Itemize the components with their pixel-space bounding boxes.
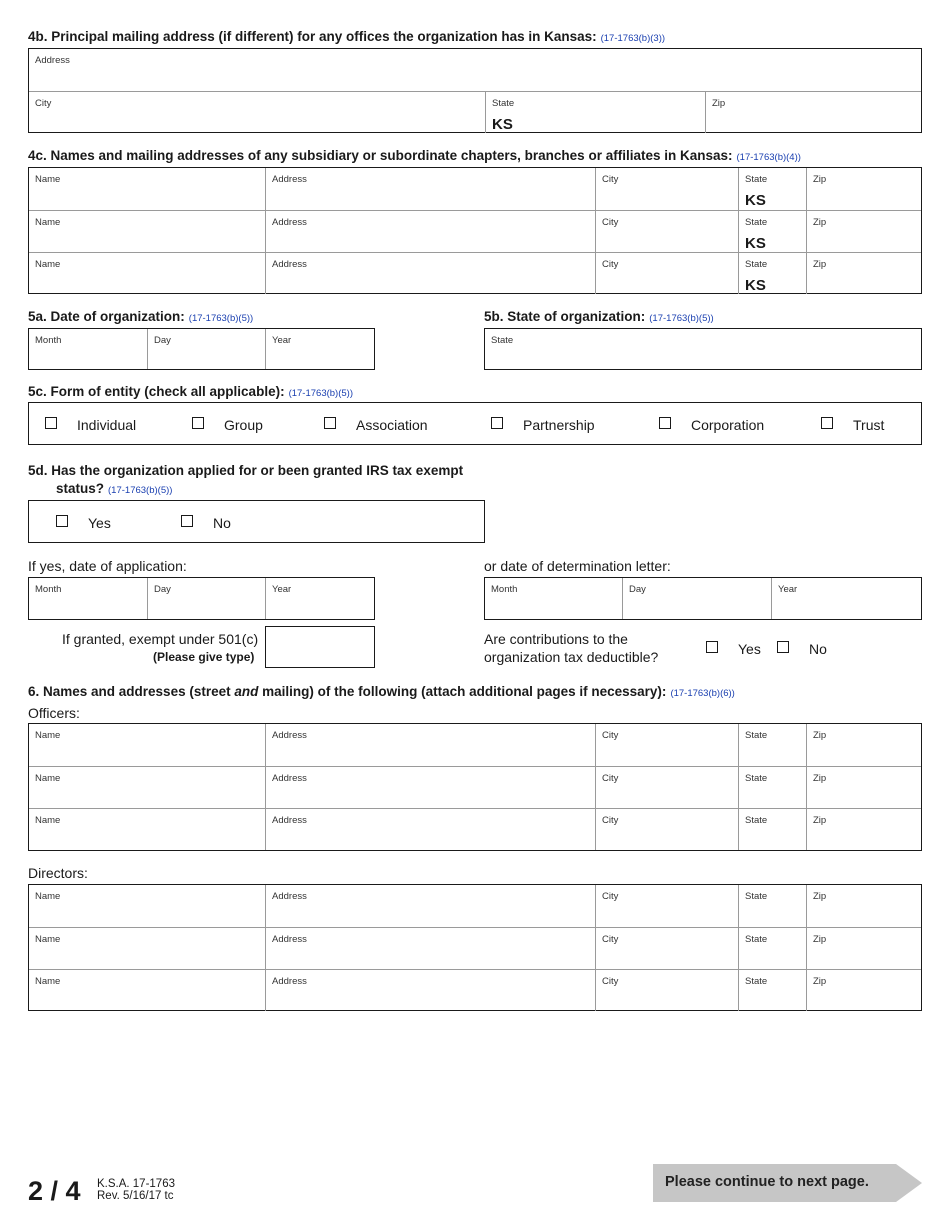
affiliate-row [29,210,921,252]
name-field[interactable]: Name [35,174,61,185]
zip-field[interactable]: Zip [806,970,921,1011]
day-field[interactable]: Day [622,578,771,619]
state-field[interactable]: State [738,928,806,969]
city-field[interactable]: City [595,168,738,210]
state-field[interactable]: State [738,724,806,766]
zip-field[interactable]: Zip [806,724,921,766]
determination-date-label: or date of determination letter: [484,558,671,574]
city-field[interactable]: City [595,253,738,294]
state-field[interactable]: State [738,885,806,927]
irs-exempt-status-box: Yes No [28,500,485,543]
section-5c-title: 5c. Form of entity (check all applicable): (17-1763(b)(5)) [28,384,353,399]
affiliate-row [29,252,921,294]
contributions-label-line2: organization tax deductible? [484,649,659,665]
application-date-label: If yes, date of application: [28,558,187,574]
granted-exempt-sublabel: (Please give type) [153,650,255,664]
city-field[interactable]: City [595,885,738,927]
director-row [29,885,921,927]
state-field[interactable]: State [738,767,806,808]
statute-ref: (17-1763(b)(3)) [600,33,666,44]
name-field[interactable]: Name [35,217,61,228]
state-field[interactable]: State KS [485,92,705,133]
name-field[interactable]: Name [35,815,61,826]
section-5d-title-line2: status? (17-1763(b)(5)) [56,481,173,496]
month-field[interactable]: Month [35,335,62,346]
statute-citation: K.S.A. 17-1763 [97,1178,175,1190]
page-number: 2 / 4 [28,1176,81,1206]
address-field[interactable]: Address [265,809,595,850]
determination-date-box [484,577,922,620]
zip-field[interactable]: Zip [806,809,921,850]
state-value: KS [492,116,513,133]
granted-exempt-label: If granted, exempt under 501(c) [62,631,259,647]
continue-banner [653,1164,923,1202]
year-field[interactable]: Year [771,578,921,619]
association-checkbox[interactable] [324,417,336,429]
section-5a-title: 5a. Date of organization: (17-1763(b)(5)) [28,309,254,324]
directors-label: Directors: [28,865,88,881]
zip-field[interactable]: Zip [806,168,921,210]
name-field[interactable]: Name [35,730,61,741]
affiliate-row [29,168,921,210]
irs-yes-checkbox[interactable] [56,515,68,527]
state-field[interactable]: State [738,970,806,1011]
revision-date: Rev. 5/16/17 tc [97,1190,174,1202]
date-of-organization-box [28,328,375,370]
address-field[interactable]: Address [265,168,595,210]
zip-field[interactable]: Zip [806,885,921,927]
zip-field[interactable]: Zip [806,928,921,969]
director-row [29,969,921,1011]
city-field[interactable]: City [595,724,738,766]
corporation-checkbox[interactable] [659,417,671,429]
state-field[interactable]: State [738,809,806,850]
irs-no-checkbox[interactable] [181,515,193,527]
state-field[interactable]: State KS [738,211,806,252]
zip-field[interactable]: Zip [806,211,921,252]
director-row [29,927,921,969]
city-field[interactable]: City [595,809,738,850]
contributions-label-line1: Are contributions to the [484,631,628,647]
zip-field[interactable]: Zip [806,253,921,294]
address-field[interactable]: Address [265,724,595,766]
officer-row [29,766,921,808]
city-field[interactable]: City [595,928,738,969]
year-field[interactable]: Year [265,329,374,369]
city-field[interactable]: City [595,211,738,252]
section-6-title: 6. Names and addresses (street and mailing) of the following (attach additional pages if necessary): (17-1763(b)(6)) [28,684,735,699]
year-field[interactable]: Year [265,578,374,619]
section-4c-title: 4c. Names and mailing addresses of any subsidiary or subordinate chapters, branches or affiliates in Kansas: (17-1763(b)(4)) [28,148,801,163]
partnership-checkbox[interactable] [491,417,503,429]
month-field[interactable]: Month [491,584,518,595]
day-field[interactable]: Day [147,329,265,369]
directors-table [28,884,922,1011]
section-4b-title: 4b. Principal mailing address (if different) for any offices the organization has in Kansas: (17-1763(b)(3)) [28,29,666,44]
name-field[interactable]: Name [35,934,61,945]
officers-table [28,723,922,851]
officers-label: Officers: [28,705,80,721]
section-4c-affiliates-table [28,167,922,294]
address-field[interactable]: Address [265,885,595,927]
continue-text: Please continue to next page. [665,1174,869,1190]
deductible-no-checkbox[interactable] [777,641,789,653]
address-field[interactable]: Address [265,767,595,808]
section-4b-address-box [28,48,922,133]
state-of-organization-field[interactable]: State [484,328,922,370]
section-5b-title: 5b. State of organization: (17-1763(b)(5)) [484,309,714,324]
address-field[interactable]: Address [265,928,595,969]
officer-row [29,808,921,850]
name-field[interactable]: Name [35,976,61,987]
group-checkbox[interactable] [192,417,204,429]
officer-row [29,724,921,766]
address-field[interactable]: Address [35,55,70,66]
application-date-box [28,577,375,620]
name-field[interactable]: Name [35,259,61,270]
address-field[interactable]: Address [265,211,595,252]
month-field[interactable]: Month [35,584,62,595]
address-field[interactable]: Address [265,253,595,294]
zip-field[interactable]: Zip [806,767,921,808]
trust-checkbox[interactable] [821,417,833,429]
zip-field[interactable]: Zip [705,92,921,133]
statute-ref: (17-1763(b)(4)) [736,152,801,163]
section-5d-title-line1: 5d. Has the organization applied for or been granted IRS tax exempt [28,463,464,478]
day-field[interactable]: Day [147,578,265,619]
name-field[interactable]: Name [35,891,61,902]
city-field[interactable]: City [35,98,52,109]
address-field[interactable]: Address [265,970,595,1011]
city-field[interactable]: City [595,767,738,808]
state-field[interactable]: State KS [738,168,806,210]
name-field[interactable]: Name [35,773,61,784]
exempt-type-field[interactable] [265,626,375,668]
deductible-yes-checkbox[interactable] [706,641,718,653]
individual-checkbox[interactable] [45,417,57,429]
city-field[interactable]: City [595,970,738,1011]
form-of-entity-box: Individual Group Association Partnership Corporation Trust [28,402,922,445]
state-field[interactable]: State KS [738,253,806,294]
